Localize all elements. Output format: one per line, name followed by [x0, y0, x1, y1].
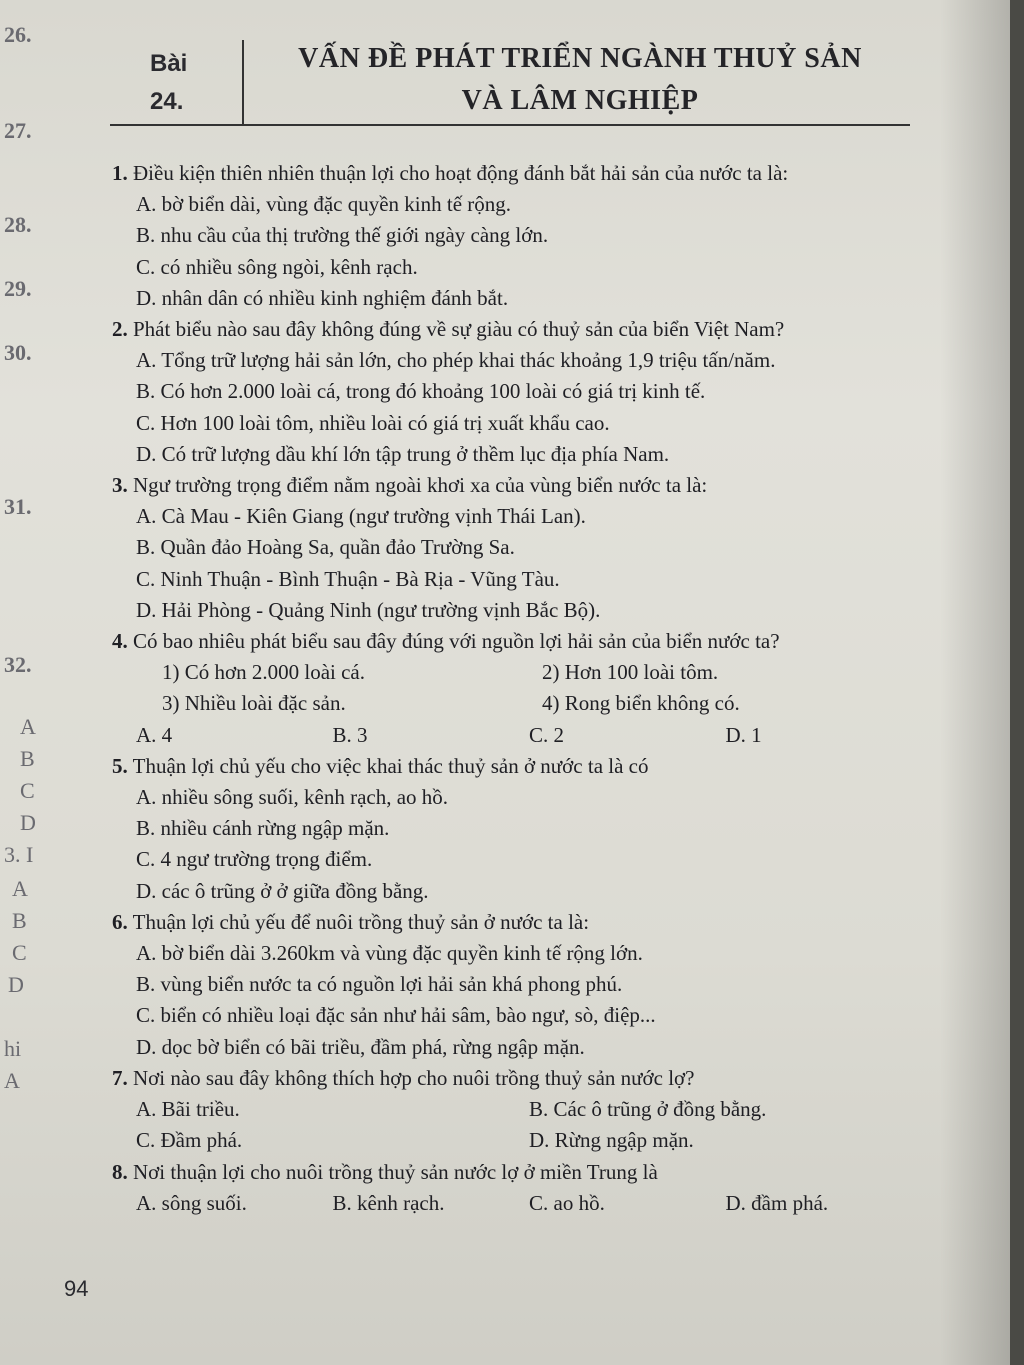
choice-row [72, 720, 922, 751]
lesson-title-line2: VÀ LÂM NGHIỆP [461, 85, 699, 116]
statement-row [72, 688, 922, 719]
bleed-text: hi [4, 1036, 22, 1061]
bleed-text: 27. [4, 118, 32, 143]
question-text: Có bao nhiêu phát biểu sau đây đúng với nguồn lợi hải sản của biển nước ta? [133, 629, 780, 654]
bleed-text: B [12, 908, 27, 933]
bleed-text: A [12, 876, 28, 901]
bleed-text: 31. [4, 494, 32, 519]
header-divider [242, 40, 244, 124]
question-2 [72, 314, 922, 470]
answer-option: C. Đầm phá. [136, 1128, 243, 1153]
answer-option: B. nhiều cánh rừng ngập mặn. [136, 816, 390, 841]
answer-option: C. 4 ngư trường trọng điểm. [136, 847, 373, 872]
question-8 [72, 1157, 922, 1219]
question-text: Phát biểu nào sau đây không đúng về sự giàu có thuỷ sản của biển Việt Nam? [133, 317, 785, 342]
question-number: 6. [112, 909, 128, 934]
question-stem [72, 1157, 922, 1188]
answer-option: B. vùng biển nước ta có nguồn lợi hải sản khá phong phú. [136, 972, 623, 997]
question-stem [72, 907, 922, 938]
lesson-number: 24. [150, 88, 184, 115]
question-stem [72, 158, 922, 189]
statement: 2) Hơn 100 loài tôm. [542, 660, 719, 685]
answer-option: D. đầm phá. [725, 1190, 829, 1215]
answer-option: C. có nhiều sông ngòi, kênh rạch. [136, 254, 418, 279]
answer-option: D. Rừng ngập mặn. [529, 1128, 694, 1153]
bleed-text: A [20, 714, 36, 739]
answer-option: D. nhân dân có nhiều kinh nghiệm đánh bắt. [136, 285, 509, 310]
question-stem [72, 314, 922, 345]
question-number: 7. [112, 1065, 128, 1090]
answer-option: C. biển có nhiều loại đặc sản như hải sâm, bào ngư, sò, điệp... [136, 1003, 656, 1028]
question-number: 1. [112, 161, 128, 185]
question-text: Điều kiện thiên nhiên thuận lợi cho hoạt động đánh bắt hải sản của nước ta là: [133, 161, 789, 185]
answer-option: B. Có hơn 2.000 loài cá, trong đó khoảng 100 loài có giá trị kinh tế. [136, 379, 706, 404]
answer-option: D. 1 [725, 722, 762, 747]
header-rule [110, 124, 910, 126]
question-1 [72, 158, 922, 314]
question-number: 4. [112, 629, 128, 654]
answer-option: A. Cà Mau - Kiên Giang (ngư trường vịnh Thái Lan). [136, 504, 586, 529]
question-number: 5. [112, 753, 128, 778]
answer-option: C. ao hồ. [529, 1190, 605, 1215]
bleed-text: 3. I [4, 842, 34, 867]
question-6 [72, 907, 922, 1063]
answer-option: A. sông suối. [136, 1190, 247, 1215]
choice-row [72, 1125, 922, 1156]
answer-option: D. Có trữ lượng dầu khí lớn tập trung ở thềm lục địa phía Nam. [136, 441, 670, 466]
lesson-label-word: Bài [150, 50, 188, 77]
statement-row [72, 657, 922, 688]
bleed-text: C [12, 940, 27, 965]
answer-option: C. Hơn 100 loài tôm, nhiều loài có giá trị xuất khẩu cao. [136, 410, 610, 435]
answer-option: B. kênh rạch. [332, 1190, 445, 1215]
question-list [72, 158, 922, 1219]
page-number: 94 [64, 1276, 89, 1301]
question-stem [72, 470, 922, 501]
previous-page-bleed [0, 0, 44, 1120]
question-text: Nơi thuận lợi cho nuôi trồng thuỷ sản nước lợ ở miền Trung là [133, 1159, 658, 1184]
bleed-text: D [20, 810, 36, 835]
question-7 [72, 1063, 922, 1157]
bleed-text: C [20, 778, 35, 803]
answer-option: B. 3 [332, 722, 368, 747]
lesson-title [260, 38, 900, 122]
bleed-text: 26. [4, 22, 32, 47]
bleed-text: 32. [4, 652, 32, 677]
statement: 4) Rong biển không có. [542, 691, 740, 716]
question-text: Ngư trường trọng điểm nằm ngoài khơi xa của vùng biển nước ta là: [133, 473, 708, 498]
answer-option: A. Bãi triều. [136, 1097, 240, 1122]
bleed-text: 30. [4, 340, 32, 365]
choice-row [72, 1094, 922, 1125]
answer-option: D. dọc bờ biển có bãi triều, đầm phá, rừng ngập mặn. [136, 1034, 585, 1059]
bleed-text: A [4, 1068, 20, 1093]
bleed-text: 29. [4, 276, 32, 301]
question-number: 8. [112, 1159, 128, 1184]
question-number: 3. [112, 473, 128, 498]
statement: 1) Có hơn 2.000 loài cá. [162, 660, 365, 685]
bleed-text: D [8, 972, 24, 997]
question-text: Nơi nào sau đây không thích hợp cho nuôi trồng thuỷ sản nước lợ? [133, 1065, 695, 1090]
bleed-text: 28. [4, 212, 32, 237]
question-text: Thuận lợi chủ yếu cho việc khai thác thuỷ sản ở nước ta là có [132, 753, 649, 778]
lesson-title-line1: VẤN ĐỀ PHÁT TRIỂN NGÀNH THUỶ SẢN [298, 43, 862, 74]
choice-row [72, 1188, 922, 1219]
answer-option: D. Hải Phòng - Quảng Ninh (ngư trường vịnh Bắc Bộ). [136, 597, 601, 622]
answer-option: B. Các ô trũng ở đồng bằng. [529, 1097, 767, 1122]
answer-option: B. nhu cầu của thị trường thế giới ngày càng lớn. [136, 223, 549, 248]
answer-option: A. nhiều sông suối, kênh rạch, ao hồ. [136, 785, 449, 810]
answer-option: D. các ô trũng ở ở giữa đồng bằng. [136, 878, 429, 903]
answer-option: B. Quần đảo Hoàng Sa, quần đảo Trường Sa. [136, 535, 515, 560]
lesson-label [150, 45, 230, 121]
question-5 [72, 751, 922, 907]
bleed-text: B [20, 746, 35, 771]
answer-option: A. bờ biển dài 3.260km và vùng đặc quyền kinh tế rộng lớn. [136, 941, 643, 966]
question-stem [72, 626, 922, 657]
answer-option: C. 2 [529, 722, 565, 747]
question-text: Thuận lợi chủ yếu để nuôi trồng thuỷ sản ở nước ta là: [132, 909, 590, 934]
answer-option: A. Tổng trữ lượng hải sản lớn, cho phép khai thác khoảng 1,9 triệu tấn/năm. [136, 348, 776, 373]
answer-option: C. Ninh Thuận - Bình Thuận - Bà Rịa - Vũng Tàu. [136, 566, 560, 591]
answer-option: A. bờ biển dài, vùng đặc quyền kinh tế rộng. [136, 192, 512, 217]
question-number: 2. [112, 317, 128, 342]
answer-option: A. 4 [136, 722, 173, 747]
question-stem [72, 1063, 922, 1094]
question-4 [72, 626, 922, 751]
question-3 [72, 470, 922, 626]
statement: 3) Nhiều loài đặc sản. [162, 691, 346, 716]
question-stem [72, 751, 922, 782]
